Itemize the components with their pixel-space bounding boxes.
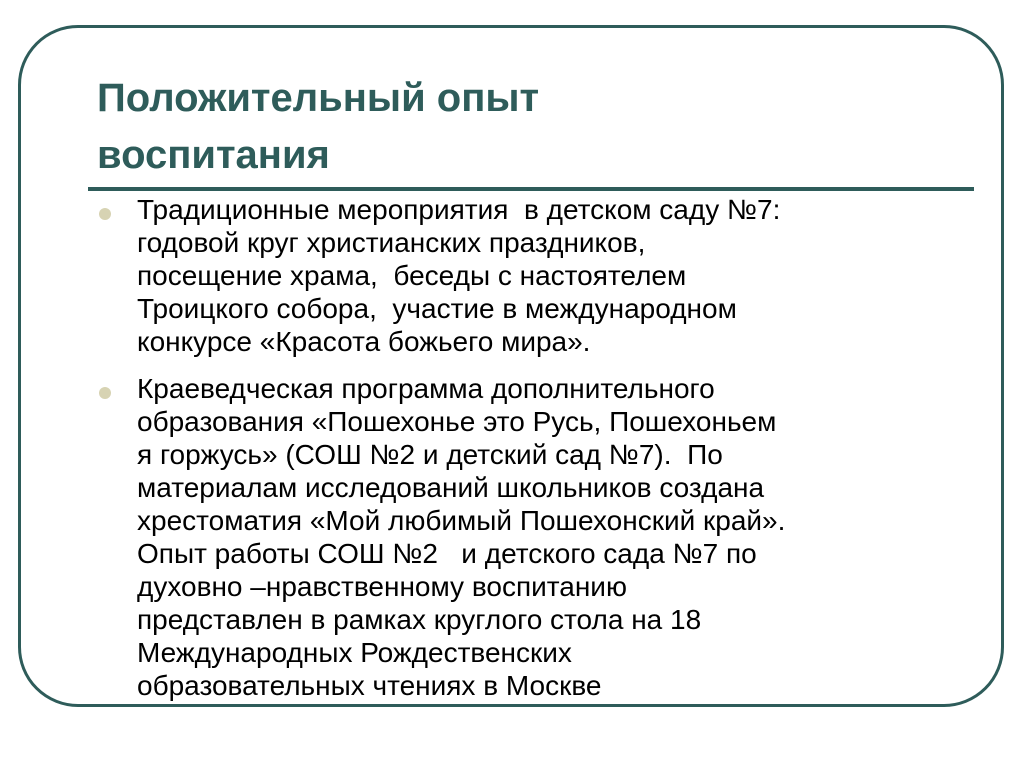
bullet-line: образовательных чтениях в Москве [137,670,602,701]
bullet-list [97,193,957,716]
bullet-line: материалам исследований школьников создана [137,472,765,503]
bullet-line: я горжусь» (СОШ №2 и детский сад №7). По [137,439,723,470]
bullet-item [97,193,957,358]
bullet-line: Опыт работы СОШ №2 и детского сада №7 по [137,538,757,569]
bullet-dot-icon [99,387,111,399]
bullet-line: образования «Пошехонье это Русь, Пошехоньем [137,406,777,437]
bullet-text [137,193,957,358]
bullet-item [97,372,957,702]
bullet-line: годовой круг христианских праздников, [137,227,646,258]
bullet-line: Международных Рождественских [137,637,572,668]
title-line: воспитания [97,133,330,177]
bullet-line: Традиционные мероприятия в детском саду №7: [137,194,781,225]
bullet-line: конкурсе «Красота божьего мира». [137,326,591,357]
title-line: Положительный опыт [97,76,540,120]
bullet-line: посещение храма, беседы с настоятелем [137,260,687,291]
bullet-line: Троицкого собора, участие в международном [137,293,737,324]
slide-title [97,70,917,184]
title-divider [88,187,974,191]
bullet-text [137,372,957,702]
bullet-line: Краеведческая программа дополнительного [137,373,715,404]
bullet-line: представлен в рамках круглого стола на 18 [137,604,702,635]
bullet-line: хрестоматия «Мой любимый Пошехонский край». [137,505,786,536]
bullet-dot-icon [99,208,111,220]
bullet-line: духовно –нравственному воспитанию [137,571,627,602]
